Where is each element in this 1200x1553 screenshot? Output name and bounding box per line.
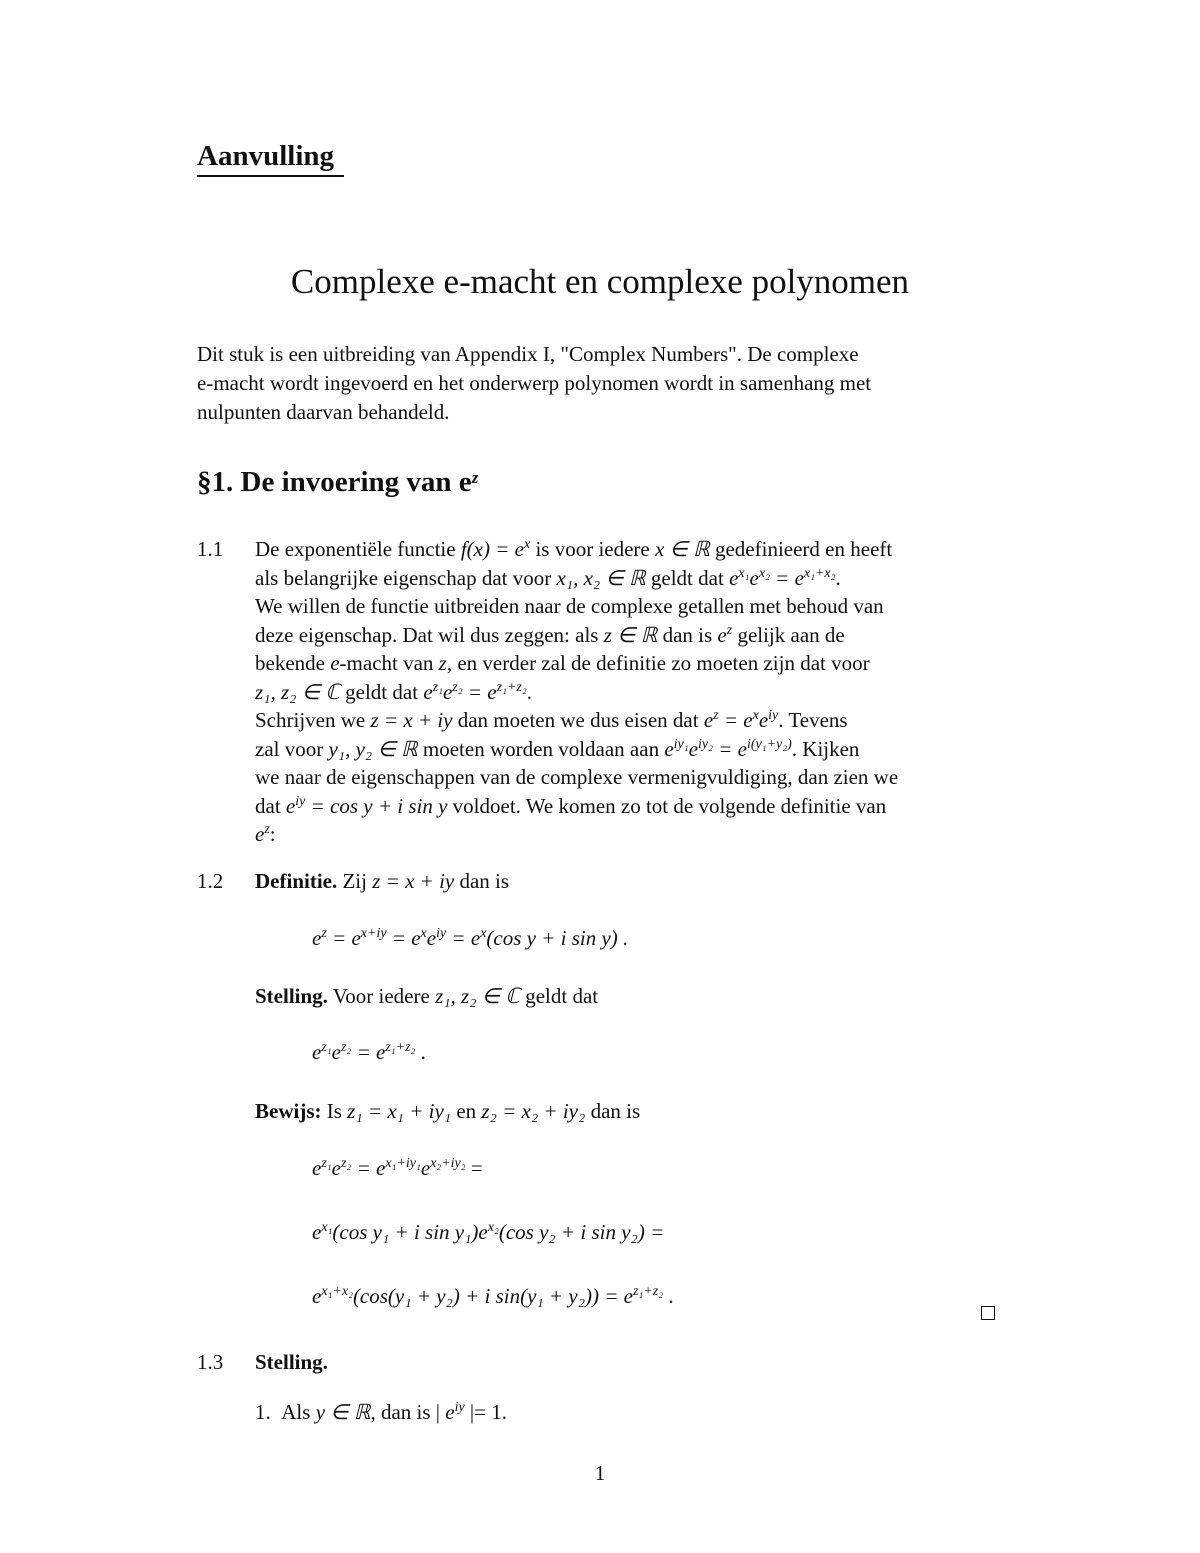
theorem-label: Stelling. (255, 1350, 328, 1374)
item-number: 1.1 (197, 537, 224, 561)
text-line: dat $e^{iy} = \cos y + i$ sin y voldoet. We komen zo tot de volgende definitie van (255, 793, 887, 818)
equation-definition: $e^z = e^{x+iy} = e^xe^{iy} = e^x(\cos$ y + i sin y) . (312, 926, 629, 950)
abstract-line: e-macht wordt ingevoerd en het onderwerp polynomen wordt in samenhang met (197, 371, 872, 395)
item-number: 1.3 (197, 1350, 224, 1374)
equation-proof-1: $e^{z_1}e^{z_2} = e^{x_1+iy_1}e^{x_2+iy_2}$ = (312, 1156, 483, 1180)
text-line: als belangrijke eigenschap dat voor x₁, x₂ ∈ ℝ geldt dat $e^{x_1}e^{x_2} = e^{x_1+x_2}$. (255, 565, 841, 590)
section-heading (197, 466, 478, 499)
page-title: Complexe e-macht en complexe polynomen (290, 262, 910, 301)
text-line: $e^z$: (255, 822, 276, 846)
theorem-label: Stelling. (255, 984, 328, 1008)
page-number: 1 (594, 1461, 606, 1485)
qed-square-icon (981, 1306, 995, 1320)
text-line: we naar de eigenschappen van de complexe vermenigvuldiging, dan zien we (255, 765, 899, 789)
definition: Definitie. Zij z = x + iy dan is (255, 869, 510, 893)
equation-proof-3: $e^{x_1+x_2}(\cos(y_1 + y_2) + i$ $\sin(y_1 + y_2)) = e^{z_1+z_2}$ . (312, 1284, 674, 1308)
text-line: z₁, z₂ ∈ ℂ geldt dat $e^{z_1}e^{z_2} = e^{z_1+z_2}$. (255, 679, 532, 704)
proof: Bewijs: Is z₁ = x₁ + iy₁ en z₂ = x₂ + iy₂ dan is (255, 1099, 641, 1123)
text-line: We willen de functie uitbreiden naar de complexe getallen met behoud van (255, 594, 884, 618)
section-sup: z (471, 468, 479, 487)
text-line: De exponentiële functie $f(x) = e^x$ is voor iedere x ∈ ℝ gedefinieerd en heeft (255, 537, 893, 561)
abstract (197, 340, 997, 427)
theorem-item-1: 1. Als y ∈ ℝ, dan is | $e^{iy}$ |= 1. (255, 1400, 507, 1424)
definition-label: Definitie. (255, 869, 338, 893)
abstract-line: nulpunten daarvan behandeld. (197, 400, 450, 424)
equation-proof-2: $e^{x_1}(\cos$ y₁ + i $\sin y_1)e^{x_2}(\cos$ y₂ + i sin y₂) = (312, 1220, 665, 1244)
equation-theorem: $e^{z_1}e^{z_2} = e^{z_1+z_2}$ . (312, 1040, 426, 1064)
abstract-line: Dit stuk is een uitbreiding van Appendix I, "Complex Numbers". De complexe (197, 342, 859, 366)
text-line: zal voor y₁, y₂ ∈ ℝ moeten worden voldaan aan $e^{iy_1}e^{iy_2} = e^{i(y_1+y_2)}$. Kijken (255, 736, 860, 761)
text-line: Schrijven we z = x + iy dan moeten we dus eisen dat $e^z = e^xe^{iy}$. Tevens (255, 708, 848, 732)
theorem-1-3 (255, 1348, 997, 1377)
section-label: §1. De invoering van e (197, 466, 472, 498)
text-line: bekende e-macht van z, en verder zal de definitie zo moeten zijn dat voor (255, 651, 870, 675)
theorem: Stelling. Voor iedere z₁, z₂ ∈ ℂ geldt dat (255, 984, 599, 1008)
proof-label: Bewijs: (255, 1099, 322, 1123)
header-label: Aanvulling (197, 140, 344, 177)
item-number: 1.2 (197, 869, 224, 893)
text-line: deze eigenschap. Dat wil dus zeggen: als z ∈ ℝ dan is $e^z$ gelijk aan de (255, 622, 845, 647)
paragraph-1-1 (255, 535, 997, 849)
